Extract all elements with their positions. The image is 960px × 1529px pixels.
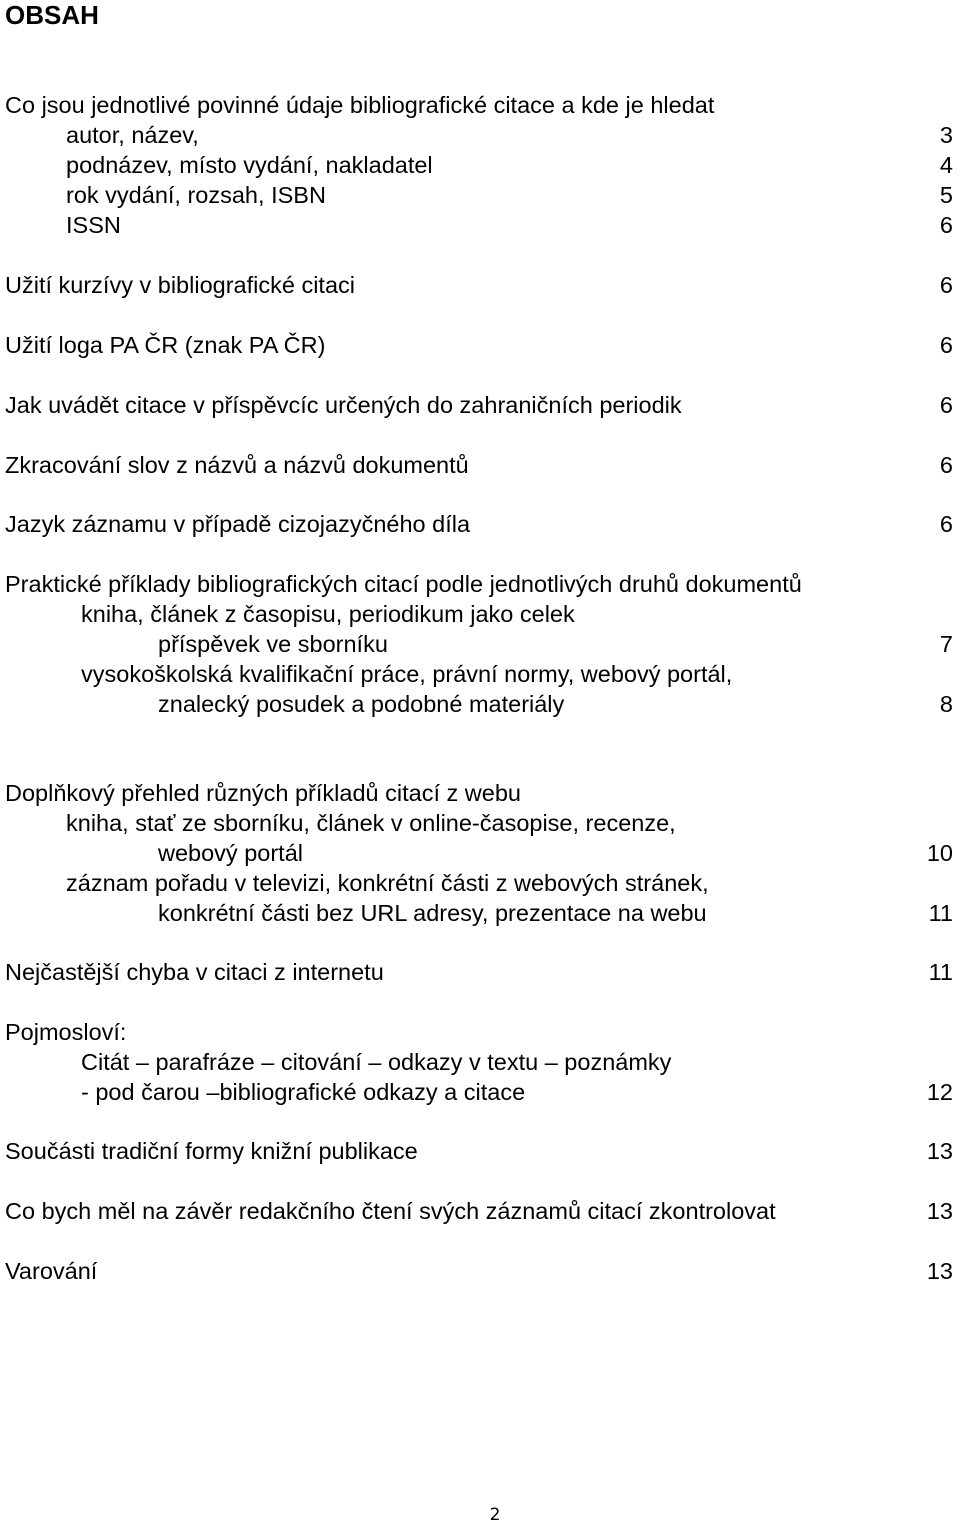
toc-entry [0,150,960,180]
toc-entry [0,1077,960,1107]
toc-entry-page: 6 [939,511,953,537]
toc-entry-text: Užití kurzívy v bibliografické citaci [5,272,355,298]
toc-entry-page: 13 [926,1138,953,1164]
toc-entry [0,957,960,987]
toc-entry [0,1196,960,1226]
toc-entry [0,330,960,360]
toc-entry-page: 10 [926,840,953,866]
toc-entry [0,868,960,898]
toc-entry-page: 6 [939,332,953,358]
toc-entry-page: 6 [939,212,953,238]
toc-entry-text: znalecký posudek a podobné materiály [158,691,565,717]
toc-entry [0,689,960,719]
toc-entry [0,90,960,120]
toc-entry-text: Co bych měl na závěr redakčního čtení svých záznamů citací zkontrolovat [5,1198,776,1224]
toc-entry [0,629,960,659]
toc-entry [0,1256,960,1286]
toc-entry [0,450,960,480]
toc-entry [0,390,960,420]
toc-entry-text: Užití loga PA ČR (znak PA ČR) [5,332,326,358]
toc-entry-page: 8 [939,691,953,717]
toc-entry-page: 11 [928,900,953,926]
toc-entry-text: Jazyk záznamu v případě cizojazyčného díla [5,511,471,537]
toc-entry-page: 6 [939,272,953,298]
toc-entry-text: Pojmosloví: [5,1019,127,1045]
toc-entry [0,210,960,240]
page-number: 2 [489,1505,501,1525]
toc-entry-page: 13 [926,1258,953,1284]
toc-entry [0,1136,960,1166]
toc-entry [0,180,960,210]
toc-entry [0,1017,960,1047]
toc-entry-text: podnázev, místo vydání, nakladatel [66,152,433,178]
toc-entry-text: příspěvek ve sborníku [158,631,388,657]
toc-entry [0,898,960,928]
toc-entry [0,808,960,838]
toc-entry-text: Varování [5,1258,98,1284]
toc-entry-text: Jak uvádět citace v příspěvcíc určených do zahraničních periodik [5,392,682,418]
toc-entry [0,778,960,808]
toc-entry [0,659,960,689]
toc-entry-text: ISSN [66,212,121,238]
toc-entry [0,509,960,539]
toc-entry-text: konkrétní části bez URL adresy, prezentace na webu [158,900,707,926]
toc-entry-text: Praktické příklady bibliografických citací podle jednotlivých druhů dokumentů [5,571,802,597]
toc-entry-page: 6 [939,452,953,478]
toc-entry-text: záznam pořadu v televizi, konkrétní části z webových stránek, [66,870,709,896]
toc-entry-text: Citát – parafráze – citování – odkazy v textu – poznámky [81,1049,672,1075]
toc-entry-page: 12 [926,1079,953,1105]
toc-entry-text: Doplňkový přehled různých příkladů citací z webu [5,780,521,806]
toc-entry-text: kniha, stať ze sborníku, článek v online-časopise, recenze, [66,810,676,836]
toc-entry-page: 3 [939,122,953,148]
toc-entry-text: webový portál [158,840,303,866]
toc-entry-text: - pod čarou –bibliografické odkazy a citace [81,1079,526,1105]
toc-entry [0,120,960,150]
toc-entry [0,599,960,629]
toc-entry [0,838,960,868]
toc-entry-text: Zkracování slov z názvů a názvů dokumentů [5,452,469,478]
toc-entry-text: autor, název, [66,122,199,148]
toc-entry-page: 6 [939,392,953,418]
toc-entry-page: 7 [939,631,953,657]
toc-entry-page: 4 [939,152,953,178]
toc-entry [0,1047,960,1077]
toc-entry-page: 13 [926,1198,953,1224]
toc-entry-text: Co jsou jednotlivé povinné údaje bibliografické citace a kde je hledat [5,92,715,118]
toc-entry [0,569,960,599]
page-title: OBSAH [5,0,99,30]
toc-entry-text: vysokoškolská kvalifikační práce, právní normy, webový portál, [81,661,733,687]
toc-entry-page: 5 [939,182,953,208]
toc-entry-text: kniha, článek z časopisu, periodikum jako celek [81,601,575,627]
toc-entry-text: Nejčastější chyba v citaci z internetu [5,959,384,985]
toc-entry-text: rok vydání, rozsah, ISBN [66,182,326,208]
toc-entry [0,270,960,300]
toc-entry-page: 11 [928,959,953,985]
toc-entry-text: Součásti tradiční formy knižní publikace [5,1138,418,1164]
